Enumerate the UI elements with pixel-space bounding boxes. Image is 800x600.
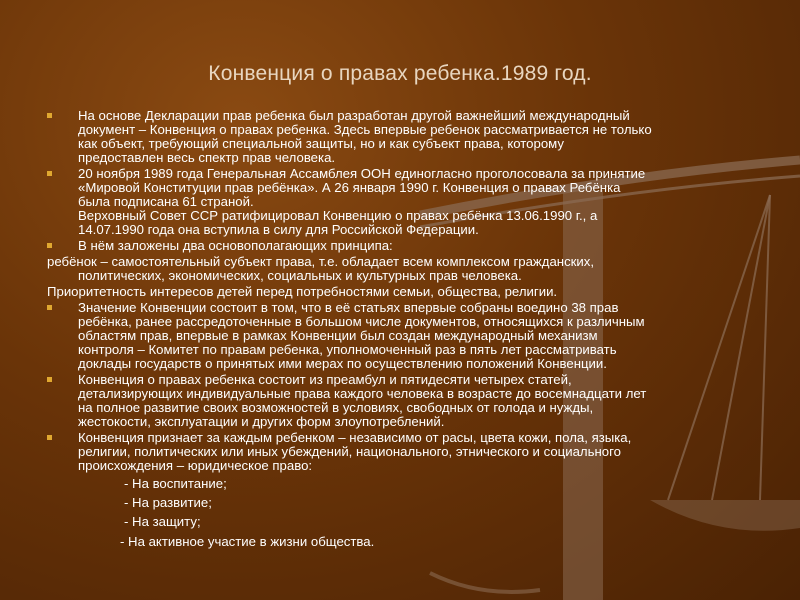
list-item: - На воспитание; bbox=[124, 476, 227, 491]
paragraph-principles bbox=[40, 239, 740, 253]
text-line: политических, экономических, социальных и культурных прав человека. bbox=[78, 268, 522, 283]
text-line: как объект, требующий специальной защиты, но и как субъект права, которому bbox=[78, 136, 564, 151]
paragraph-significance bbox=[40, 301, 740, 371]
last-right bbox=[40, 535, 740, 549]
text-line: религии, политических или иных убеждений, национального, этнического и социального bbox=[78, 444, 621, 459]
list-item: - На развитие; bbox=[124, 495, 212, 510]
text-line: ребёнка, ранее рассредоточенные в большом числе документов, относящихся к различным bbox=[78, 314, 645, 329]
slide-title: Конвенция о правах ребенка.1989 год. bbox=[208, 62, 592, 85]
text-line: документ – Конвенция о правах ребенка. Здесь впервые ребенок рассматривается не только bbox=[78, 122, 652, 137]
text-line: В нём заложены два основополагающих принципа: bbox=[78, 238, 393, 253]
slide-content bbox=[40, 109, 740, 549]
text-line: 14.07.1990 года она вступила в силу для Российской Федерации. bbox=[78, 222, 479, 237]
text-line: Приоритетность интересов детей перед потребностями семьи, общества, религии. bbox=[47, 284, 558, 299]
paragraph-structure bbox=[40, 373, 740, 429]
text-line: предоставлен весь спектр прав человека. bbox=[78, 150, 336, 165]
text-line: Значение Конвенции состоит в том, что в её статьях впервые собраны воедино 38 прав bbox=[78, 300, 619, 315]
text-line: происхождения – юридическое право: bbox=[78, 458, 313, 473]
paragraph-declaration bbox=[40, 109, 740, 165]
text-line: доклады государств о принятых ими мерах по осуществлению положений Конвенции. bbox=[78, 356, 607, 371]
text-line: на полное развитие своих возможностей в условиях, свободных от голода и нужды, bbox=[78, 400, 594, 415]
text-line: «Мировой Конституции прав ребёнка». А 26 января 1990 г. Конвенция о правах Ребёнка bbox=[78, 180, 621, 195]
text-line: была подписана 61 страной. bbox=[78, 194, 254, 209]
text-line: 20 ноября 1989 года Генеральная Ассамблея ООН единогласно проголосовала за принятие bbox=[78, 166, 646, 181]
text-line: жестокости, эксплуатации и других форм злоупотреблений. bbox=[78, 414, 445, 429]
paragraph-adoption-date bbox=[40, 167, 740, 237]
text-line: На основе Декларации прав ребенка был разработан другой важнейший международный bbox=[78, 108, 630, 123]
rights-list bbox=[40, 477, 740, 529]
paragraph-rights-intro bbox=[40, 431, 740, 473]
list-item: - На защиту; bbox=[124, 514, 201, 529]
paragraph-child-subject bbox=[40, 255, 740, 283]
text-line: Конвенция о правах ребенка состоит из преамбул и пятидесяти четырех статей, bbox=[78, 372, 572, 387]
text-line: Верховный Совет ССР ратифицировал Конвенцию о правах ребёнка 13.06.1990 г., а bbox=[78, 208, 598, 223]
paragraph-priority bbox=[40, 285, 740, 299]
text-line: Конвенция признает за каждым ребенком – независимо от расы, цвета кожи, пола, языка, bbox=[78, 430, 632, 445]
text-line: ребёнок – самостоятельный субъект права, т.е. обладает всем комплексом гражданских, bbox=[47, 254, 595, 269]
text-line: детализирующих индивидуальные права каждого человека в возрасте до восемнадцати лет bbox=[78, 386, 647, 401]
text-line: областям прав, впервые в рамках Конвенции был создан международный механизм bbox=[78, 328, 598, 343]
text-line: контроля – Комитет по правам ребенка, уполномоченный раз в пять лет рассматривать bbox=[78, 342, 617, 357]
list-item: - На активное участие в жизни общества. bbox=[120, 534, 375, 549]
